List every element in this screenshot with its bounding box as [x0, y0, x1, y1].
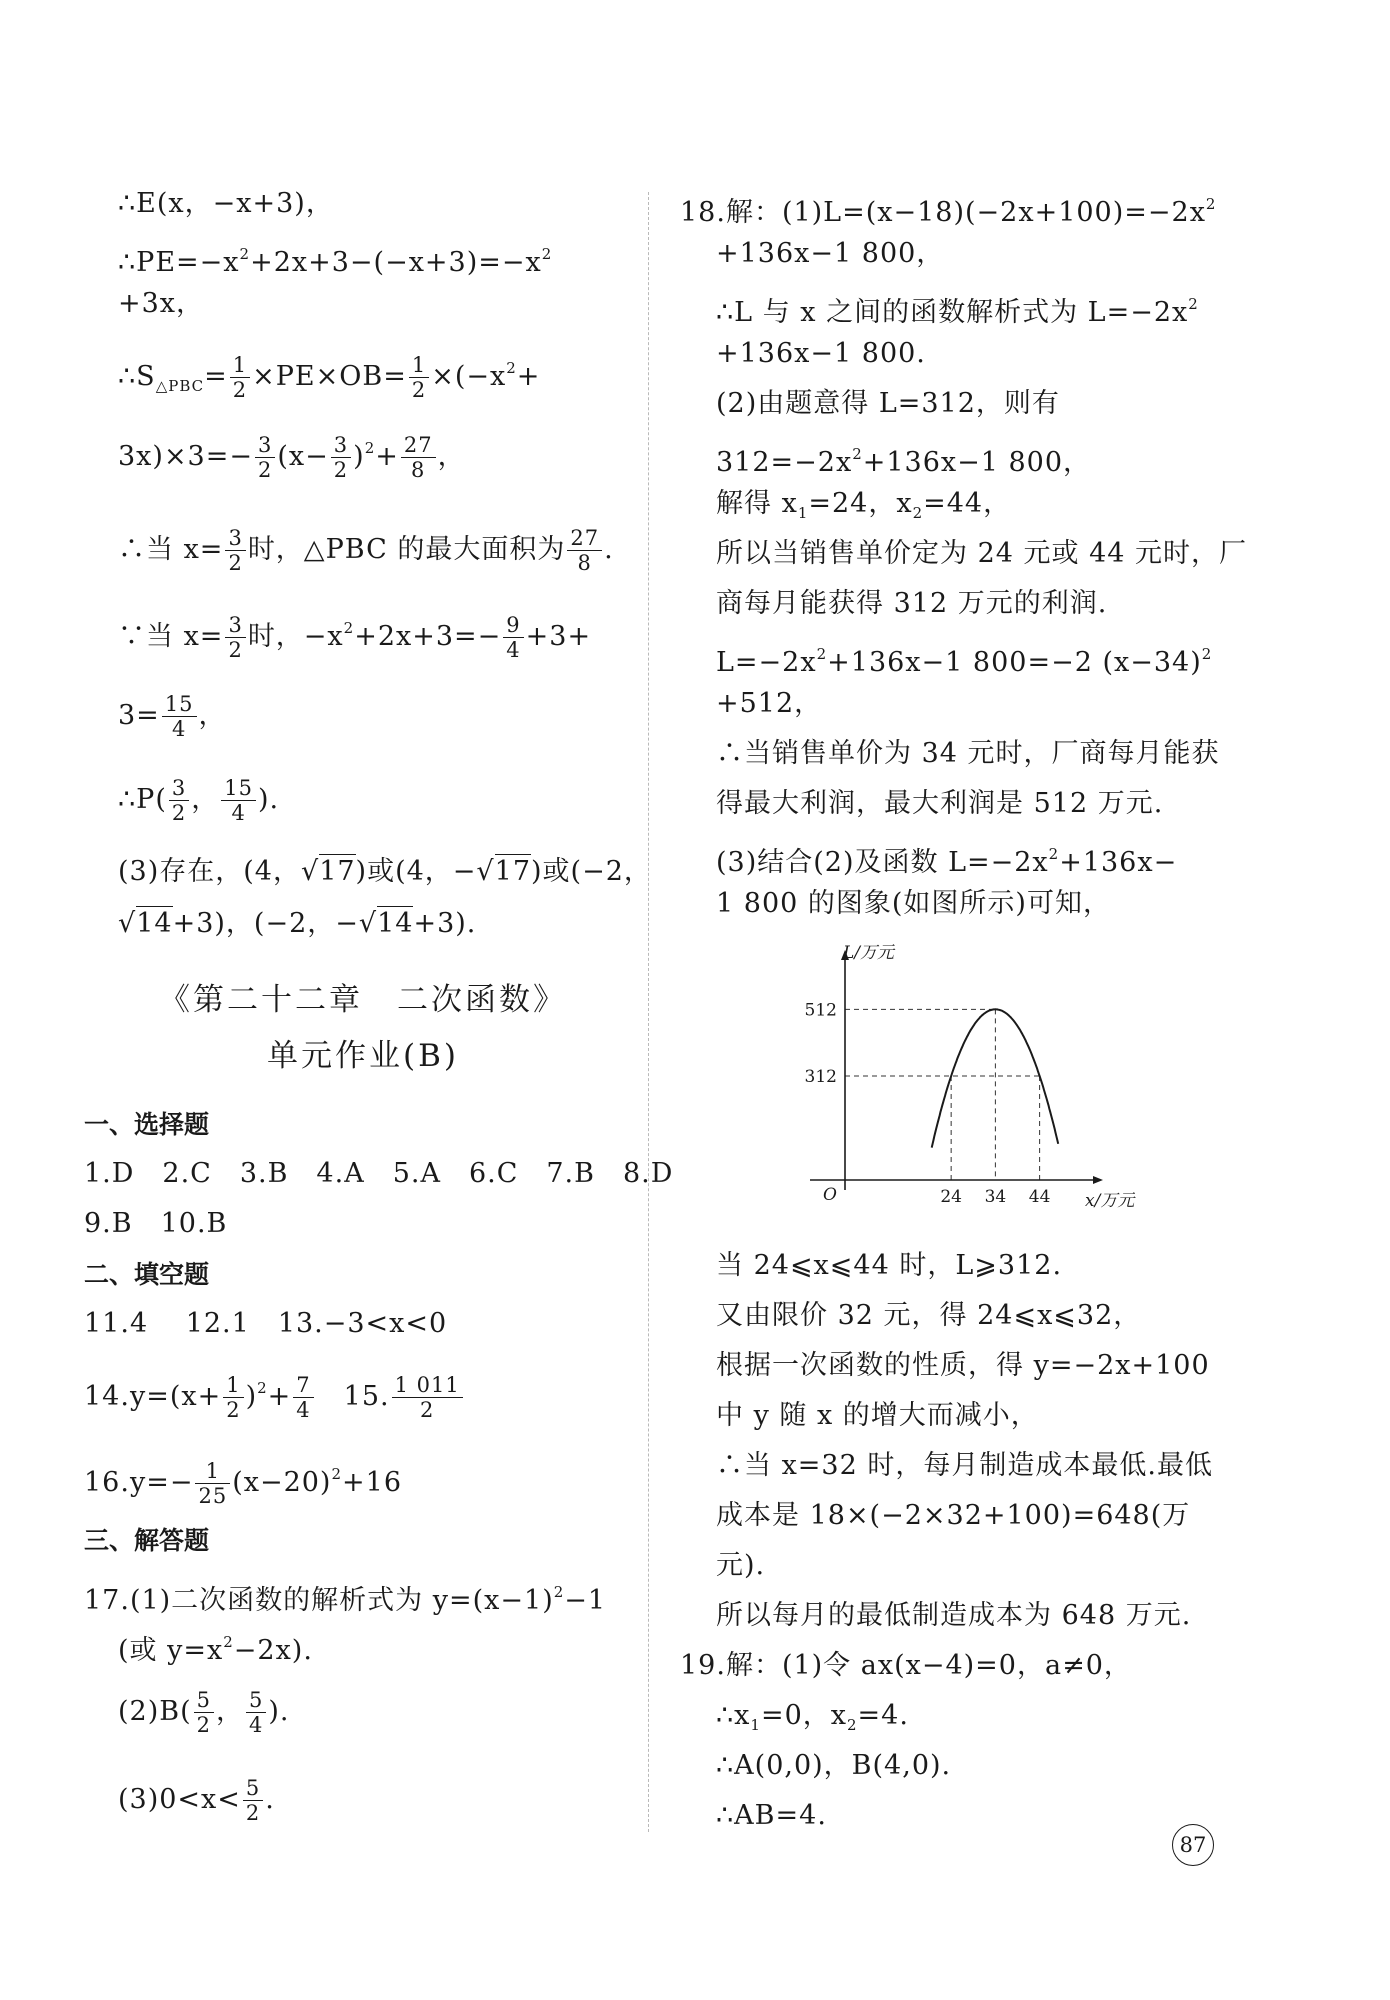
column-divider — [648, 192, 649, 1832]
fraction: $\frac{1}{2}$ — [230, 353, 250, 402]
q18-min-cost: ∴当 x=32 时，每月制造成本最低.最低 — [716, 1450, 1213, 1481]
y-tick-label: 312 — [804, 1067, 837, 1087]
fraction: $\frac{7}{4}$ — [293, 1373, 313, 1422]
chapter-title: 《第二十二章 二次函数》 — [159, 982, 567, 1018]
q18-roots: 解得 $x_1=24$，$x_2=44$， — [716, 488, 1012, 522]
fraction: $\frac{9}{4}$ — [503, 613, 523, 662]
fraction: $\frac{15}{4}$ — [162, 692, 197, 741]
q17-part1-cont: (或 $y=x^2-2x$). — [118, 1633, 313, 1666]
fraction: $\frac{27}{8}$ — [567, 526, 602, 575]
fraction: $\frac{3}{2}$ — [169, 776, 189, 825]
q18-part3: (3)结合(2)及函数 $L=-2x^2+136x-$ — [716, 845, 1178, 878]
fraction: $\frac{5}{4}$ — [246, 1688, 266, 1737]
fraction: $\frac{1}{2}$ — [409, 353, 429, 402]
q19-part1: 19.解：(1)令 ax(x−4)=0，a≠0， — [680, 1650, 1132, 1681]
q17-part1: 17.(1)二次函数的解析式为 $y=(x-1)^2-1$ — [84, 1583, 607, 1616]
page-number: 87 — [1172, 1824, 1214, 1866]
fraction: $\frac{1 011}{2}$ — [392, 1373, 463, 1422]
fraction: $\frac{3}{2}$ — [225, 526, 245, 575]
line-max-area: ∴当 x= $\frac{3}{2}$ 时，△PBC 的最大面积为 $\frac{27}{8}$ . — [118, 526, 614, 575]
q18-part1: 18.解：$(1)L=(x-18)(-2x+100)=-2x^2$ — [680, 195, 1217, 228]
line-area: $\therefore S_{\triangle PBC}=$ $\frac{1}{2}$ ×PE×OB= $\frac{1}{2}$ $\times(-x^2+$ — [118, 353, 541, 402]
q18-vertex-form-cont: +512， — [716, 688, 823, 719]
fill-answers-1: 11.4 12.1 13.−3<x<0 — [84, 1308, 448, 1339]
x-tick-label: 44 — [1028, 1187, 1051, 1207]
section-solutions: 三、解答题 — [84, 1526, 210, 1555]
line-value: 3= $\frac{15}{4}$ ， — [118, 692, 227, 741]
unit-title: 单元作业(B) — [267, 1038, 459, 1074]
q17-part2: (2)B( $\frac{5}{2}$ ， $\frac{5}{4}$ ). — [118, 1688, 290, 1737]
q18-part2: (2)由题意得 L=312，则有 — [716, 388, 1060, 419]
q19-ab: ∴AB=4. — [716, 1800, 827, 1831]
fill-answers-2: 14.y=(x+ $\frac{1}{2}$ )$^2$+ $\frac{7}{4}$ 15. $\frac{1 011}{2}$ — [84, 1370, 465, 1422]
y-tick-label: 512 — [804, 1000, 837, 1021]
fraction: $\frac{1}{2}$ — [223, 1373, 243, 1422]
origin-label: O — [823, 1185, 837, 1205]
q18-min-cost-calc: 成本是 18×(−2×32+100)=648(万 — [716, 1500, 1191, 1531]
fraction: $\frac{15}{4}$ — [221, 776, 256, 825]
q18-analytic-cont: +136x−1 800. — [716, 338, 926, 369]
q19-roots: $\therefore x_1=0$，$x_2=4$. — [716, 1700, 909, 1734]
q18-price-text-cont: 商每月能获得 312 万元的利润. — [716, 588, 1108, 619]
q18-linear: 根据一次函数的性质，得 y=−2x+100 — [716, 1350, 1210, 1381]
chart-axes — [810, 950, 1103, 1190]
x-tick-label: 34 — [984, 1187, 1007, 1207]
q18-linear-cont: 中 y 随 x 的增大而减小， — [716, 1400, 1039, 1431]
choice-answers-1: 1.D 2.C 3.B 4.A 5.A 6.C 7.B 8.D — [84, 1158, 674, 1189]
fraction: $\frac{5}{2}$ — [194, 1688, 214, 1737]
q17-part3: (3)0<x< $\frac{5}{2}$ . — [118, 1776, 275, 1825]
q18-conclusion: 所以每月的最低制造成本为 648 万元. — [716, 1600, 1192, 1631]
fraction: $\frac{5}{2}$ — [243, 1776, 263, 1825]
q18-part3-cont: 1 800 的图象(如图所示)可知， — [716, 888, 1111, 919]
q18-price-text: 所以当销售单价定为 24 元或 44 元时，厂 — [716, 538, 1248, 569]
q18-min-cost-unit: 元). — [716, 1550, 766, 1581]
line-part3: (3)存在，(4，√17)或(4，−√17)或(−2， — [118, 856, 652, 887]
q18-limit: 又由限价 32 元，得 24⩽x⩽32， — [716, 1300, 1142, 1331]
fraction: $\frac{3}{2}$ — [331, 433, 351, 482]
q18-equation: $312=-2x^2+136x-1$ 800， — [716, 445, 1092, 478]
x-axis-arrow — [1093, 1176, 1103, 1184]
chart-guides — [845, 1009, 1040, 1180]
line-pe-cont: +3x， — [118, 288, 205, 319]
q19-points: ∴A(0,0)，B(4,0). — [716, 1750, 952, 1781]
line-point-p: ∴P( $\frac{3}{2}$ ， $\frac{15}{4}$ ). — [118, 776, 280, 825]
line-pe: $\therefore PE=-x^2+2x+3-(-x+3)=-x^2$ — [118, 245, 553, 278]
x-axis-label: x/万元 — [1085, 1191, 1135, 1211]
line-e-point: ∴E(x，−x+3)， — [118, 188, 334, 219]
fraction: $\frac{1}{25}$ — [195, 1459, 230, 1508]
section-multiple-choice: 一、选择题 — [84, 1110, 210, 1139]
q18-range: 当 24⩽x⩽44 时，L⩾312. — [716, 1250, 1063, 1281]
line-when-x: ∵当 x= $\frac{3}{2}$ 时，$-x^2+2x+3=-$ $\frac{9}{4}$ +3+ — [118, 613, 592, 662]
q18-max-profit-cont: 得最大利润，最大利润是 512 万元. — [716, 788, 1164, 819]
parabola-chart — [790, 940, 1135, 1220]
line-part3-cont: √14+3)，(−2，−√14+3). — [118, 908, 477, 939]
section-fill-blank: 二、填空题 — [84, 1260, 210, 1289]
q18-max-profit: ∴当销售单价为 34 元时，厂商每月能获 — [716, 738, 1220, 769]
x-tick-label: 24 — [940, 1187, 962, 1207]
q18-part1-cont: +136x−1 800， — [716, 238, 945, 269]
choice-answers-2: 9.B 10.B — [84, 1208, 228, 1239]
q18-analytic: ∴L 与 x 之间的函数解析式为 $L=-2x^2$ — [716, 295, 1199, 328]
fraction: $\frac{27}{8}$ — [401, 433, 436, 482]
q18-vertex-form: $L=-2x^2+136x-1$ 800=−2 $(x-34)^2$ — [716, 645, 1213, 678]
fraction: $\frac{3}{2}$ — [225, 613, 245, 662]
fill-answers-3: 16.y=− $\frac{1}{25}$ $(x-20)^2+16$ — [84, 1459, 402, 1508]
y-axis-label: L/万元 — [843, 943, 895, 963]
line-area-cont: 3x)×3=− $\frac{3}{2}$ (x− $\frac{3}{2}$ )$^2$+ $\frac{27}{8}$ ， — [118, 433, 466, 482]
fraction: $\frac{3}{2}$ — [255, 433, 275, 482]
